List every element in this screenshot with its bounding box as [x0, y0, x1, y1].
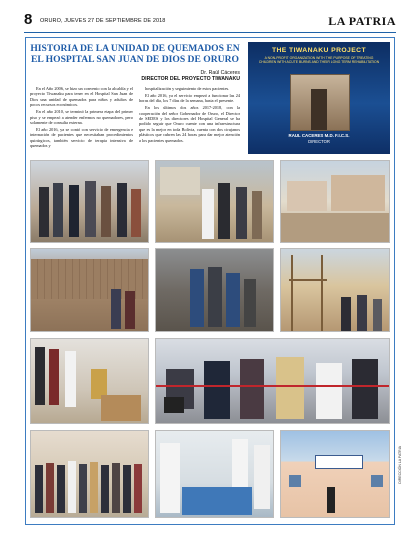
byline [30, 70, 240, 82]
photo-group-facade [30, 430, 149, 518]
photo-credit: DIRECCIÓN LA PATRIA [398, 446, 402, 484]
paragraph: En el Año 2006, se hizo un convenio con la alcaldía y el proyecto Tiwanaku para tener en el Hospital San Juan de Dios una unidad de quemados para niños y adultos de pocos recursos económicos. [30, 86, 133, 108]
paragraph: En los últimos dos años 2017-2018, con la cooperación del señor Gobernador de Oruro, el Director de SEDES y los directores del Hospital General se ha podido seguir que Oruro cuente con una infraestructura que es la mejor en toda Bolivia, cuenta con dos cirujanos plásticos que cubren las 24 horas para dar mejor atención a los pacientes quemados. [139, 105, 240, 143]
photo-workers-helmets [155, 248, 274, 332]
page-header [24, 11, 396, 30]
photo-building-site [280, 160, 390, 243]
photo-brick-wall [30, 248, 149, 332]
article-column-1 [30, 86, 133, 150]
tiwanaku-poster [248, 42, 390, 154]
dateline: ORURO, JUEVES 27 DE SEPTIEMBRE DE 2018 [40, 18, 166, 24]
page-number: 8 [24, 11, 33, 28]
photo-scaffolding [280, 248, 390, 332]
article-title: HISTORIA DE LA UNIDAD DE QUEMADOS EN EL HOSPITAL SAN JUAN DE DIOS DE ORURO [30, 43, 240, 65]
paragraph: hospitalización y seguimiento de estos pacientes. [145, 86, 230, 91]
poster-author: RAUL CACERES M.D. F.I.C.S. [288, 133, 350, 138]
paragraph: El año 2016, ya el servicio empezó a funcionar las 24 horas del día, los 7 días de la semana, hasta el presente. [139, 92, 240, 104]
photo-patient-room [155, 430, 274, 518]
poster-role: DIRECTOR [308, 139, 330, 144]
poster-subtitle: A NON-PROFIT ORGANIZATION WITH THE PURPOSE OF TREATING CHILDREN WITH ACUTE BURNS AND THEIR LONG TERM REHABILITATION [258, 56, 380, 64]
photo-site-walk [155, 160, 274, 243]
article-column-2 [139, 86, 240, 145]
author-role: DIRECTOR DEL PROYECTO TIWANAKU [141, 76, 240, 82]
author-name: Dr. Raúl Cáceres [200, 70, 240, 76]
photo-ribbon-cutting [155, 338, 390, 424]
paragraph: En el año 2010, se terminó la primera etapa del primer piso y se empezó a atender enfermos no quemadores, pero solamente de consulta externa. [30, 109, 133, 125]
header-rule [24, 32, 396, 33]
photo-supplies-box [30, 338, 149, 424]
photo-burn-unit-building [280, 430, 390, 518]
masthead: LA PATRIA [328, 14, 396, 28]
ruin-image [290, 74, 350, 131]
paragraph: El año 2016, ya se contó con servicio de emergencia e internación de pacientes que necesitaban procedimientos quirúrgicos, también servicio de terapia intensiva de quemados y [30, 126, 133, 149]
photo-group-meeting [30, 160, 149, 243]
poster-title: THE TIWANAKU PROJECT [271, 47, 367, 54]
